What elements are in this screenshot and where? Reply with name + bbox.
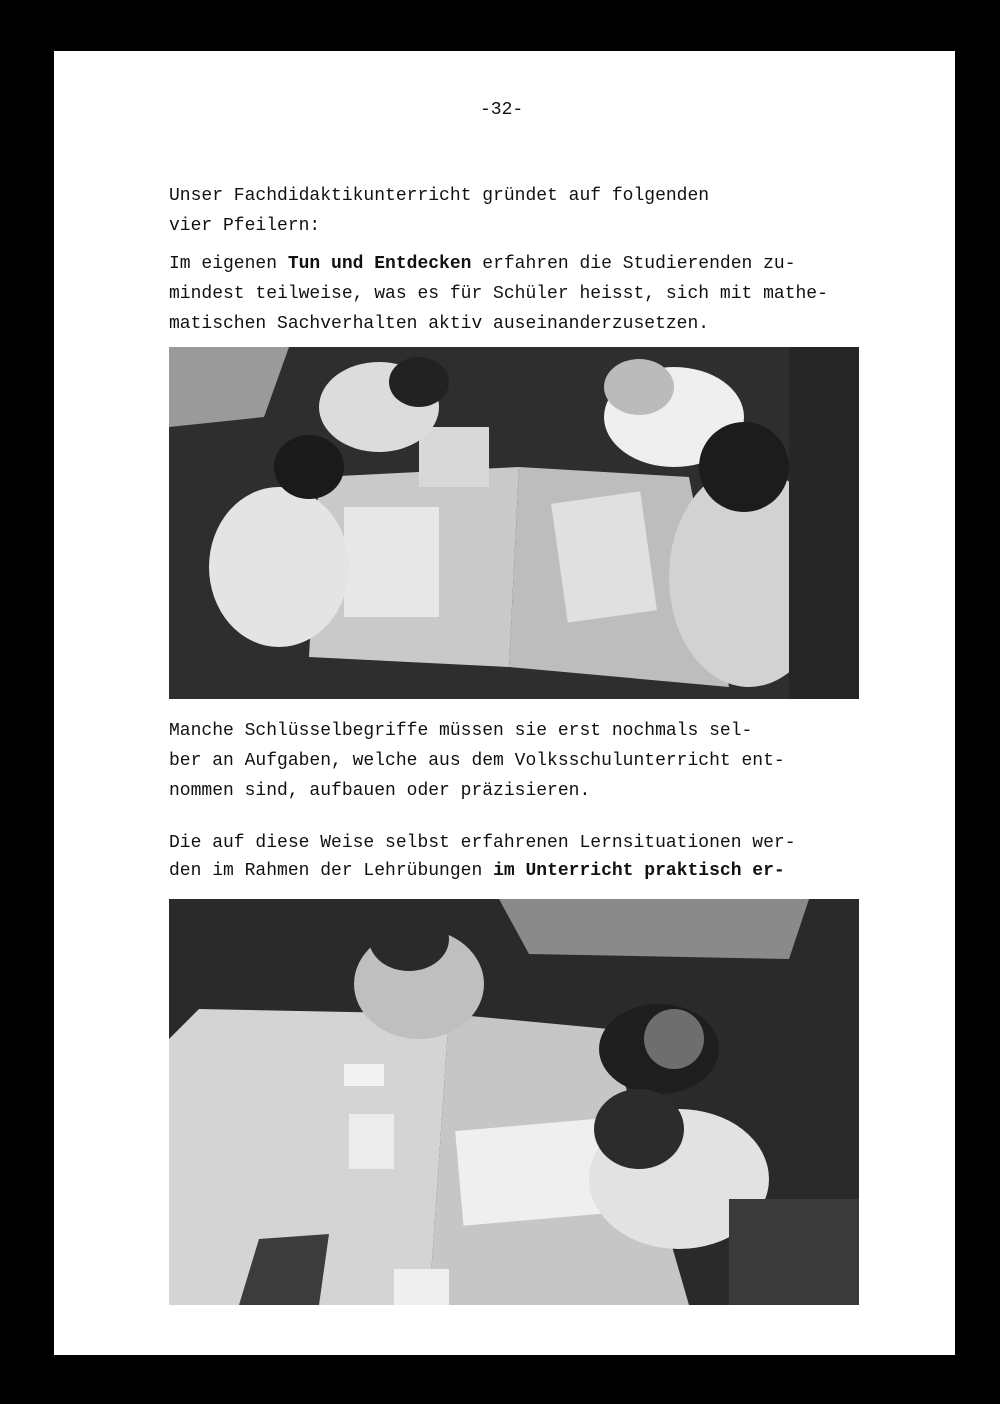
paragraph-line <box>169 249 796 279</box>
text-run: den im Rahmen der Lehrübungen <box>169 861 494 881</box>
paragraph-line: Manche Schlüsselbegriffe müssen sie erst nochmals sel- <box>169 721 753 741</box>
document-page <box>54 51 955 1355</box>
emphasis-text: Tun und Entdecken <box>287 254 472 274</box>
paragraph-line: Die auf diese Weise selbst erfahrenen Lernsituationen wer- <box>169 833 796 853</box>
photo-illustration <box>169 899 859 1305</box>
classroom-photo-bottom <box>169 899 859 1305</box>
paragraph-line: nommen sind, aufbauen oder präzisieren. <box>169 781 591 801</box>
classroom-photo-top <box>169 347 859 699</box>
text-run: erfahren die Studierenden zu- <box>471 254 796 274</box>
paragraph-line: matischen Sachverhalten aktiv auseinanderzusetzen. <box>169 314 710 334</box>
text-run: Im eigenen <box>169 254 288 274</box>
photo-illustration <box>169 347 859 699</box>
paragraph-line: mindest teilweise, was es für Schüler heisst, sich mit mathe- <box>169 284 828 304</box>
paragraph-line <box>169 856 785 886</box>
paragraph-line: Unser Fachdidaktikunterricht gründet auf folgenden <box>169 186 710 206</box>
paragraph-line: vier Pfeilern: <box>169 216 321 236</box>
paragraph-line: ber an Aufgaben, welche aus dem Volksschulunterricht ent- <box>169 751 785 771</box>
page-number: -32- <box>480 100 524 120</box>
emphasis-text: im Unterricht praktisch er- <box>493 861 785 881</box>
